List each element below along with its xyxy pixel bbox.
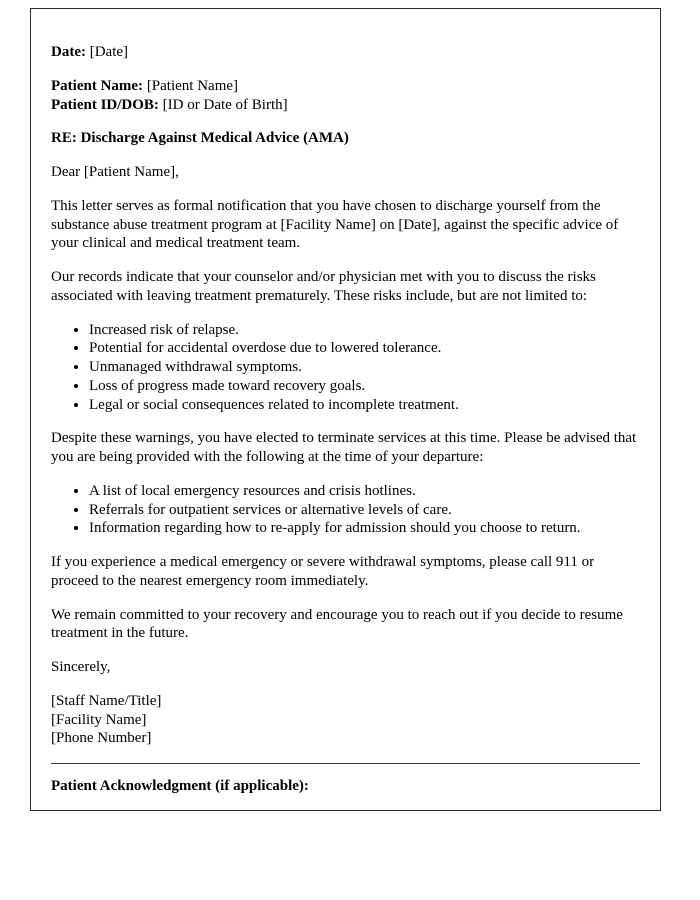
- departure-item: • A list of local emergency resources and crisis hotlines.: [89, 482, 640, 501]
- commitment-paragraph: We remain committed to your recovery and encourage you to reach out if you decide to resume treatment in the future.: [51, 606, 623, 642]
- patient-name-value: [Patient Name]: [146, 77, 239, 94]
- date-value: [Date]: [89, 44, 129, 60]
- risk-item: • Unmanaged withdrawal symptoms.: [89, 358, 640, 377]
- section-divider: [51, 763, 640, 764]
- risk-item: • Potential for accidental overdose due to lowered tolerance.: [89, 339, 640, 358]
- date-label: Date:: [51, 44, 86, 60]
- patient-id-value: [ID or Date of Birth]: [162, 96, 288, 113]
- departure-item: • Information regarding how to re-apply for admission should you choose to return.: [89, 519, 640, 538]
- risk-item: • Loss of progress made toward recovery goals.: [89, 377, 640, 396]
- subject-text: RE: Discharge Against Medical Advice (AMA): [51, 130, 349, 147]
- acknowledgment-heading: Patient Acknowledgment (if applicable):: [51, 778, 309, 794]
- risks-intro-paragraph: Our records indicate that your counselor and/or physician met with you to discuss the risks associated with leaving treatment prematurely. These risks include, but are not limited to:: [51, 269, 596, 304]
- risk-list: [51, 321, 640, 415]
- salutation: Dear [Patient Name],: [51, 164, 179, 180]
- risk-item: • Increased risk of relapse.: [89, 321, 640, 340]
- ama-discharge-letter: [30, 8, 661, 811]
- departure-list: [51, 482, 640, 538]
- closing: Sincerely,: [51, 659, 111, 675]
- departure-intro-paragraph: Despite these warnings, you have elected to terminate services at this time. Please be advised that you are being provided with the following at the time of your departure:: [51, 430, 637, 465]
- risk-item: • Legal or social consequences related to incomplete treatment.: [89, 396, 640, 415]
- departure-item: • Referrals for outpatient services or alternative levels of care.: [89, 501, 640, 520]
- signature-staff: [Staff Name/Title]: [51, 692, 162, 709]
- signature-phone: [Phone Number]: [51, 730, 152, 747]
- patient-id-label: Patient ID/DOB:: [51, 96, 159, 113]
- date-line: [51, 43, 640, 62]
- patient-name-label: Patient Name:: [51, 77, 144, 94]
- subject-line: [51, 129, 640, 148]
- intro-paragraph: This letter serves as formal notification that you have chosen to discharge yourself from the substance abuse treatment program at [Facility Name] on [Date], against the specific advice of your clinical and medical treatment team.: [51, 197, 619, 252]
- emergency-paragraph: If you experience a medical emergency or severe withdrawal symptoms, please call 911 or proceed to the nearest emergency room immediately.: [51, 554, 595, 589]
- signature-facility: [Facility Name]: [51, 711, 147, 728]
- patient-info-block: [51, 77, 640, 115]
- signature-block: [51, 692, 640, 748]
